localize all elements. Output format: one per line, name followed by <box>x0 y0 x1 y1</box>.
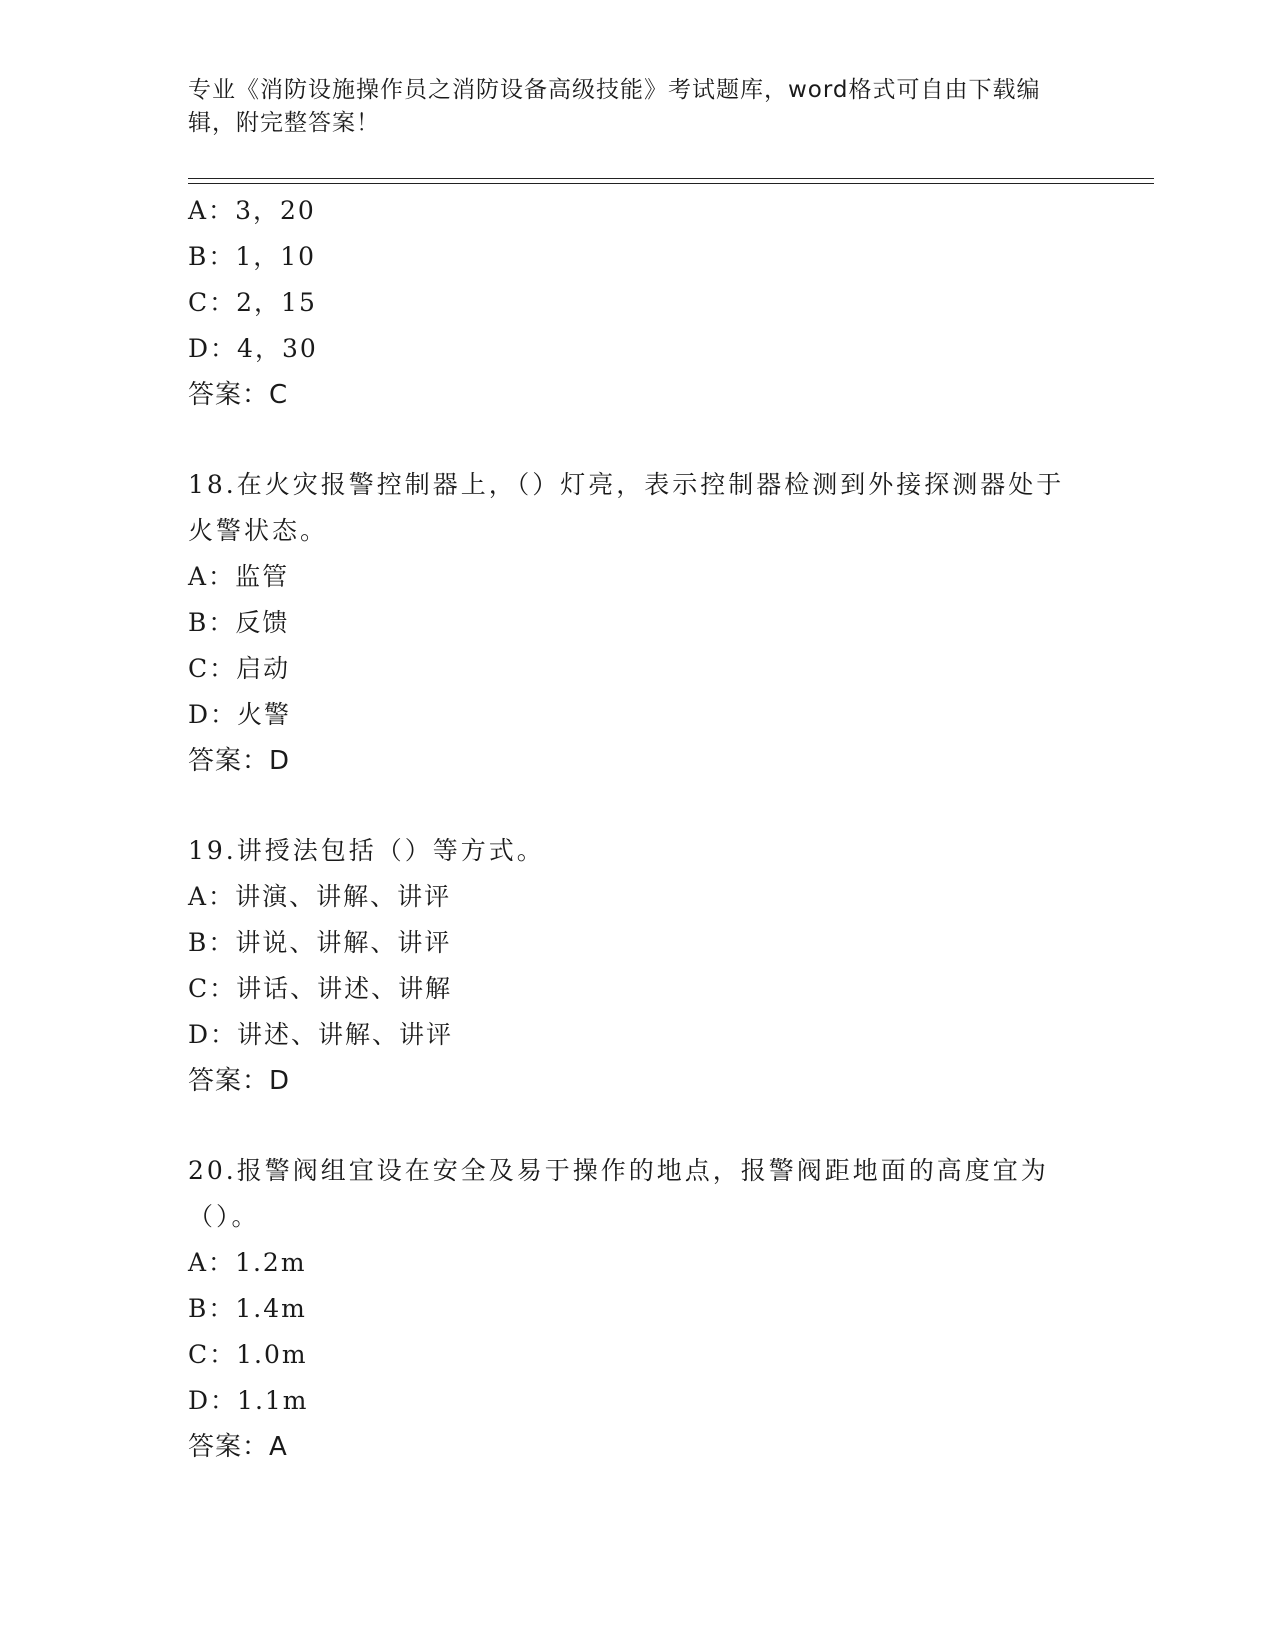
option-key: A： <box>188 196 236 225</box>
option-text: 讲话、讲述、讲解 <box>236 974 453 1003</box>
option-text: 1.2m <box>235 1248 307 1277</box>
document-header: 专业《消防设施操作员之消防设备高级技能》考试题库，word格式可自由下载编辑，附完整答案！ <box>188 77 1041 136</box>
option-b <box>188 600 1088 646</box>
option-text: 讲述、讲解、讲评 <box>237 1020 454 1049</box>
answer-line <box>188 1424 1088 1470</box>
question-stem: 20.报警阀组宜设在安全及易于操作的地点，报警阀距地面的高度宜为（）。 <box>188 1156 1049 1231</box>
option-c <box>188 646 1088 692</box>
header-rule-top <box>188 178 1154 179</box>
answer-label: 答案： <box>188 380 270 410</box>
answer-value: D <box>269 746 291 776</box>
answer-label: 答案： <box>188 1066 270 1096</box>
option-text: 3，20 <box>235 196 316 225</box>
answer-line <box>188 738 1088 784</box>
option-text: 火警 <box>237 700 292 729</box>
option-key: C： <box>188 288 237 317</box>
prev-question-block <box>188 188 1088 418</box>
option-b <box>188 1286 1088 1332</box>
answer-label: 答案： <box>188 746 270 776</box>
option-text: 1.4m <box>235 1294 307 1323</box>
spacer <box>188 784 1088 828</box>
option-text: 讲说、讲解、讲评 <box>235 928 452 957</box>
option-key: B： <box>188 608 236 637</box>
option-d <box>188 692 1088 738</box>
option-key: A： <box>188 882 236 911</box>
option-text: 1，10 <box>235 242 317 271</box>
option-a <box>188 188 1088 234</box>
option-key: D： <box>188 700 238 729</box>
option-text: 1.0m <box>236 1340 308 1369</box>
option-key: D： <box>188 1020 238 1049</box>
option-key: C： <box>188 654 237 683</box>
option-d <box>188 1378 1088 1424</box>
question-19 <box>188 828 1088 1104</box>
option-key: B： <box>188 1294 236 1323</box>
option-key: D： <box>188 334 238 363</box>
option-key: C： <box>188 974 237 1003</box>
question-stem: 19.讲授法包括（）等方式。 <box>188 836 545 865</box>
answer-value: A <box>269 1432 288 1462</box>
option-a <box>188 874 1088 920</box>
option-text: 反馈 <box>235 608 290 637</box>
answer-label: 答案： <box>188 1432 270 1462</box>
header-rule-bottom <box>188 183 1154 184</box>
question-18 <box>188 462 1088 784</box>
question-20 <box>188 1148 1088 1470</box>
answer-value: D <box>269 1066 291 1096</box>
answer-value: C <box>269 380 289 410</box>
option-text: 1.1m <box>237 1386 309 1415</box>
spacer <box>188 418 1088 462</box>
option-c <box>188 280 1088 326</box>
answer-line <box>188 1058 1088 1104</box>
option-a <box>188 1240 1088 1286</box>
question-list <box>188 188 1088 1470</box>
option-c <box>188 1332 1088 1378</box>
option-text: 2，15 <box>236 288 317 317</box>
answer-line <box>188 372 1088 418</box>
option-text: 讲演、讲解、讲评 <box>235 882 452 911</box>
option-b <box>188 920 1088 966</box>
option-key: B： <box>188 928 236 957</box>
spacer <box>188 1104 1088 1148</box>
option-key: A： <box>188 1248 236 1277</box>
option-b <box>188 234 1088 280</box>
option-d <box>188 1012 1088 1058</box>
option-a <box>188 554 1088 600</box>
option-key: A： <box>188 562 236 591</box>
option-key: B： <box>188 242 236 271</box>
option-text: 启动 <box>236 654 291 683</box>
option-d <box>188 326 1088 372</box>
option-c <box>188 966 1088 1012</box>
option-text: 监管 <box>235 562 290 591</box>
option-key: C： <box>188 1340 237 1369</box>
option-key: D： <box>188 1386 238 1415</box>
question-stem: 18.在火灾报警控制器上，（）灯亮，表示控制器检测到外接探测器处于火警状态。 <box>188 470 1065 545</box>
option-text: 4，30 <box>237 334 318 363</box>
